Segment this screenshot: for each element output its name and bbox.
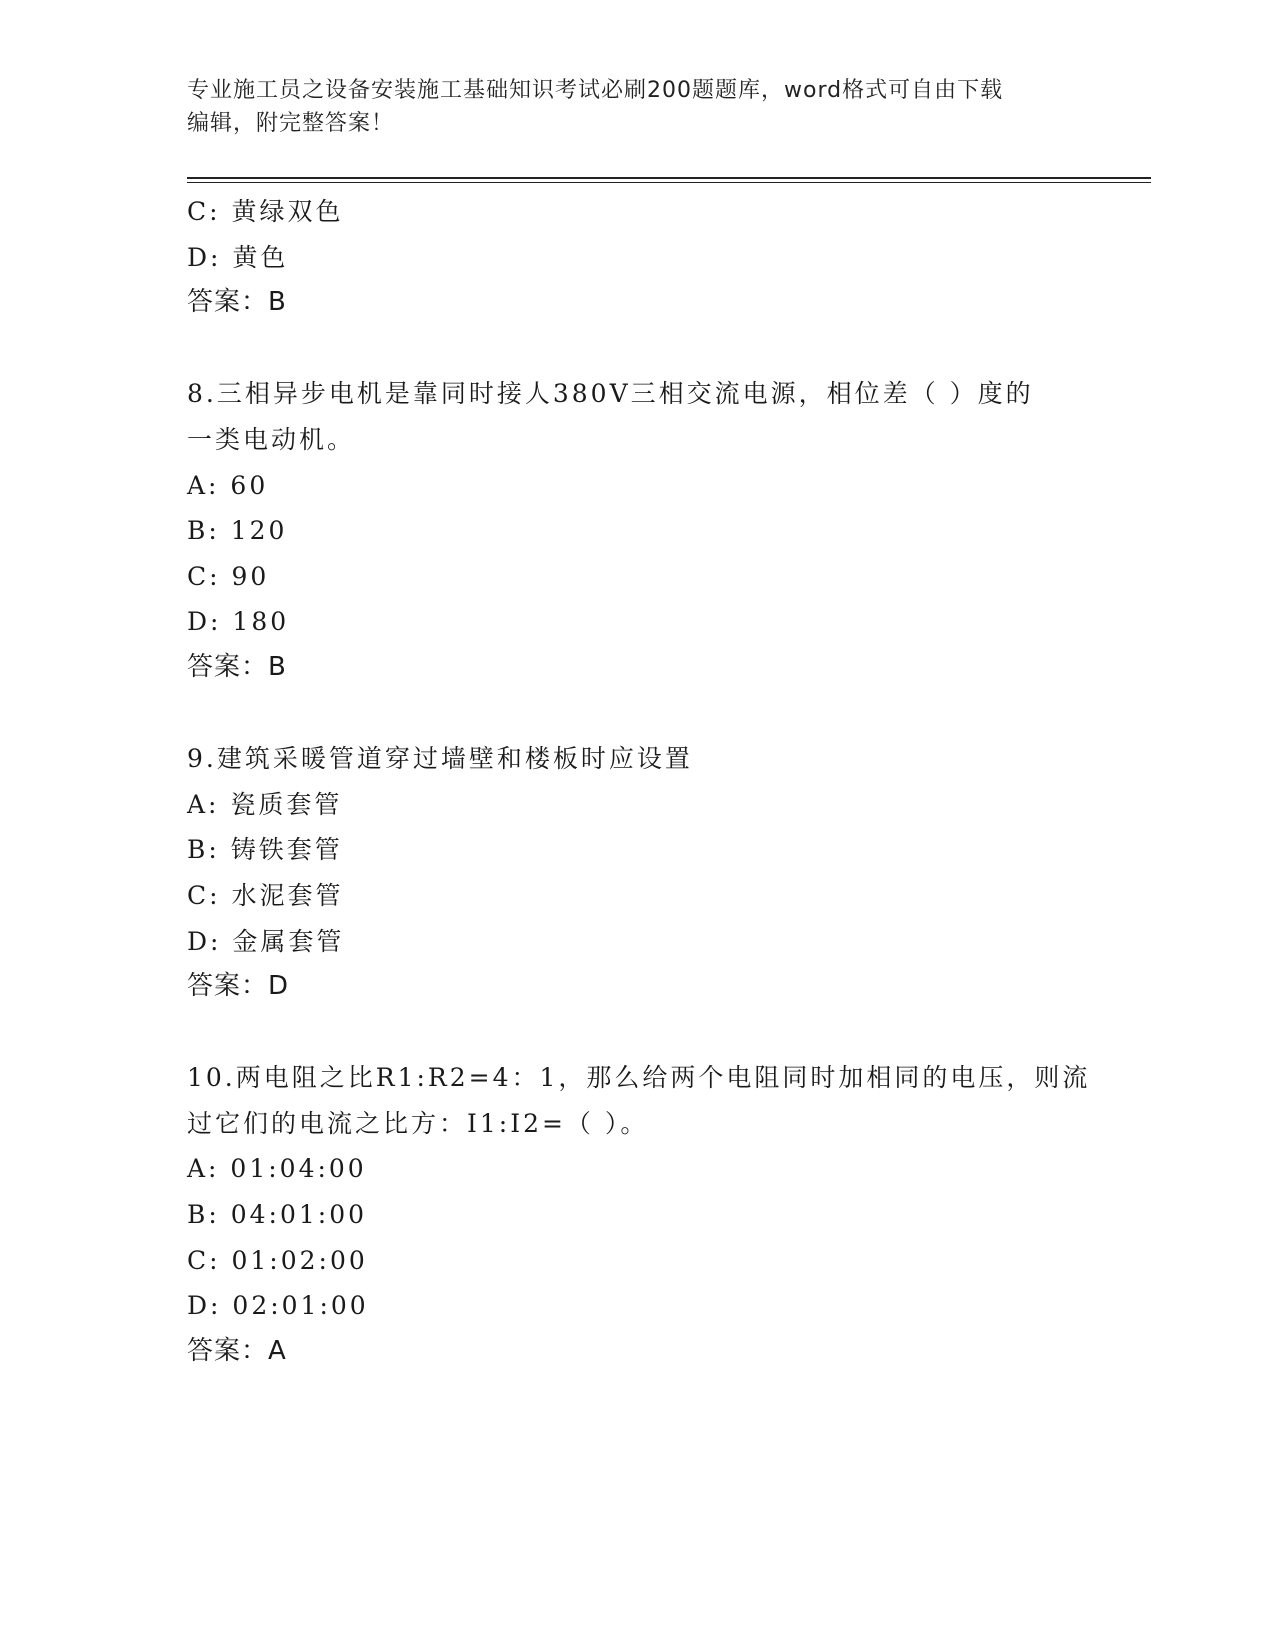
- spacer: [187, 326, 1087, 372]
- answer-label: 答案：A: [187, 1335, 287, 1366]
- question-9: [187, 736, 1087, 1010]
- option-a: A: 瓷质套管: [187, 789, 343, 819]
- option-d: D: 黄色: [187, 242, 289, 272]
- spacer: [187, 1010, 1087, 1056]
- spacer: [187, 691, 1087, 737]
- header-rule-thin: [187, 182, 1151, 183]
- option-c: C: 水泥套管: [187, 880, 344, 910]
- option-b: B: 04:01:00: [187, 1200, 368, 1230]
- question-10: [187, 1055, 1091, 1374]
- header-rule-thick: [187, 177, 1151, 179]
- question-stem: 10.两电阻之比R1:R2=4：1，那么给两个电阻同时加相同的电压，则流: [187, 1063, 1091, 1093]
- question-8: [187, 371, 1087, 690]
- answer-label: 答案：D: [187, 971, 290, 1002]
- option-b: B: 铸铁套管: [187, 835, 343, 865]
- answer-label: 答案：B: [187, 651, 287, 682]
- document-header: [187, 74, 1087, 140]
- option-a: A: 60: [187, 470, 269, 500]
- question-stem-continued: 过它们的电流之比方：I1:I2=（ ）。: [187, 1108, 649, 1138]
- option-c: C: 黄绿双色: [187, 197, 344, 226]
- header-line-1: 专业施工员之设备安装施工基础知识考试必刷200题题库，word格式可自由下载: [187, 78, 1004, 103]
- option-d: D: 02:01:00: [187, 1291, 369, 1321]
- question-stem: 8.三相异步电机是靠同时接人380V三相交流电源，相位差（ ）度的: [187, 379, 1034, 409]
- option-d: D: 金属套管: [187, 926, 345, 956]
- option-a: A: 01:04:00: [187, 1154, 367, 1184]
- question-7-tail: [187, 189, 1087, 326]
- answer-label: 答案：B: [187, 287, 287, 318]
- option-b: B: 120: [187, 516, 288, 546]
- option-c: C: 90: [187, 561, 270, 591]
- option-c: C: 01:02:00: [187, 1245, 368, 1275]
- question-list: [187, 189, 1091, 1374]
- question-stem-continued: 一类电动机。: [187, 424, 356, 454]
- header-line-2: 编辑，附完整答案！: [187, 111, 395, 136]
- option-d: D: 180: [187, 607, 290, 637]
- question-stem: 9.建筑采暖管道穿过墙壁和楼板时应设置: [187, 744, 693, 774]
